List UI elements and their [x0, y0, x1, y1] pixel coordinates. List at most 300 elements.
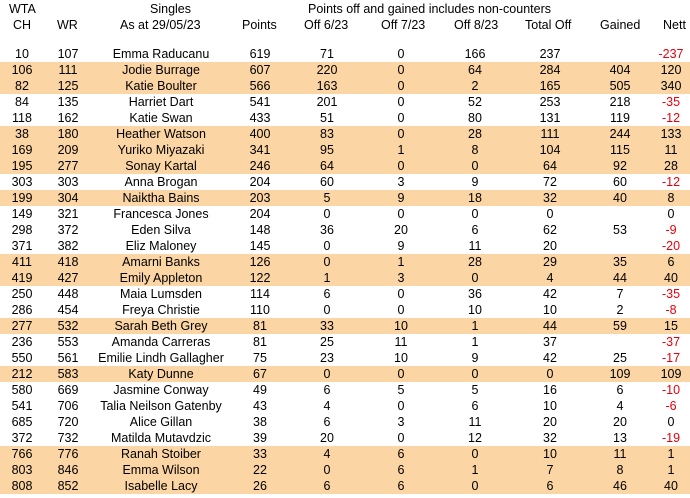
- cell-gained: 11: [588, 446, 652, 462]
- cell-ch: 195: [0, 158, 44, 174]
- cell-off-7-23: 10: [394, 351, 408, 365]
- header-gained: Gained: [600, 18, 641, 32]
- cell-off-6-23: 4: [323, 399, 331, 413]
- cell-points: 126: [230, 254, 290, 270]
- cell-gained: 20: [613, 415, 627, 429]
- cell-total-off: 62: [543, 223, 557, 237]
- cell-off-6-23: 0: [323, 303, 331, 317]
- cell-wr: 162: [57, 111, 79, 125]
- cell-ch: 372: [11, 431, 33, 445]
- cell-nett: 1: [652, 446, 690, 462]
- cell-nett: -37: [661, 335, 681, 349]
- cell-gained: [588, 238, 652, 254]
- cell-ch: 82: [0, 78, 44, 94]
- cell-off-8-23: 8: [438, 142, 512, 158]
- cell-points: 400: [230, 126, 290, 142]
- cell-off-8-23: 9: [471, 175, 479, 189]
- header-off-6-23: Off 6/23: [304, 18, 349, 32]
- cell-total-off: 253: [539, 95, 561, 109]
- cell-gained: 92: [588, 158, 652, 174]
- header-singles: Singles: [150, 2, 191, 16]
- cell-name: Amanda Carreras: [111, 335, 211, 349]
- cell-total-off: 37: [543, 335, 557, 349]
- cell-off-7-23: 0: [364, 126, 438, 142]
- cell-nett: -237: [658, 47, 684, 61]
- cell-name: Francesca Jones: [113, 207, 209, 221]
- cell-points: 39: [253, 431, 267, 445]
- cell-off-7-23: 6: [364, 462, 438, 478]
- cell-ch: 550: [11, 351, 33, 365]
- cell-total-off: 72: [543, 175, 557, 189]
- cell-gained: [588, 46, 652, 62]
- cell-name: Freya Christie: [122, 303, 200, 317]
- cell-total-off: 6: [512, 478, 588, 494]
- table-row: [0, 94, 690, 110]
- cell-name: Alice Gillan: [129, 415, 193, 429]
- cell-off-6-23: 36: [320, 223, 334, 237]
- cell-name: Matilda Mutavdzic: [110, 431, 212, 445]
- cell-name: Katy Dunne: [92, 366, 230, 382]
- cell-nett: -6: [665, 399, 677, 413]
- cell-off-8-23: 0: [438, 478, 512, 494]
- cell-wr: 304: [44, 190, 92, 206]
- cell-nett: 8: [652, 190, 690, 206]
- cell-off-6-23: 6: [323, 287, 331, 301]
- cell-wr: 776: [44, 446, 92, 462]
- cell-points: 81: [230, 318, 290, 334]
- cell-total-off: 284: [512, 62, 588, 78]
- cell-wr: 846: [44, 462, 92, 478]
- cell-points: 114: [250, 287, 270, 301]
- cell-off-6-23: 83: [290, 126, 364, 142]
- cell-nett: 340: [652, 78, 690, 94]
- table-row: [0, 142, 690, 158]
- cell-total-off: 165: [512, 78, 588, 94]
- cell-ch: 286: [11, 303, 33, 317]
- cell-ch: 541: [11, 399, 33, 413]
- cell-off-8-23: 18: [438, 190, 512, 206]
- table-row: [0, 62, 690, 78]
- table-row: [0, 270, 690, 286]
- cell-off-6-23: 0: [290, 254, 364, 270]
- cell-total-off: 44: [512, 318, 588, 334]
- cell-gained: 53: [613, 223, 627, 237]
- cell-ch: 10: [15, 47, 29, 61]
- cell-off-7-23: 3: [364, 270, 438, 286]
- header-off-7-23: Off 7/23: [381, 18, 426, 32]
- cell-gained: [588, 334, 652, 350]
- cell-ch: 236: [11, 335, 33, 349]
- cell-off-6-23: 95: [290, 142, 364, 158]
- cell-off-7-23: 0: [364, 366, 438, 382]
- cell-off-8-23: 80: [468, 111, 482, 125]
- cell-off-6-23: 6: [323, 415, 331, 429]
- cell-wr: 321: [57, 207, 79, 221]
- cell-name: Harriet Dart: [128, 95, 194, 109]
- cell-nett: 11: [652, 142, 690, 158]
- cell-off-8-23: 28: [438, 254, 512, 270]
- header-wr: WR: [57, 18, 78, 32]
- cell-off-8-23: 12: [468, 431, 482, 445]
- cell-off-7-23: 0: [364, 158, 438, 174]
- header-points: Points: [242, 18, 277, 32]
- cell-points: 110: [250, 303, 270, 317]
- cell-wr: 720: [57, 415, 79, 429]
- cell-wr: 454: [57, 303, 79, 317]
- cell-gained: 13: [613, 431, 627, 445]
- cell-wr: 732: [57, 431, 79, 445]
- table-row: [0, 126, 690, 142]
- header-wta: WTA: [9, 2, 36, 16]
- cell-nett: -12: [661, 175, 681, 189]
- cell-ch: 580: [11, 383, 33, 397]
- cell-nett: 40: [652, 270, 690, 286]
- table-row: [0, 318, 690, 334]
- cell-nett: 133: [652, 126, 690, 142]
- cell-total-off: 32: [543, 431, 557, 445]
- cell-off-6-23: 6: [290, 478, 364, 494]
- cell-off-6-23: 4: [290, 446, 364, 462]
- cell-off-8-23: 11: [468, 239, 482, 253]
- cell-off-8-23: 2: [438, 78, 512, 94]
- cell-nett: -19: [661, 431, 681, 445]
- cell-wr: 852: [44, 478, 92, 494]
- cell-off-7-23: 5: [397, 383, 405, 397]
- cell-off-6-23: 51: [320, 111, 334, 125]
- cell-total-off: 32: [512, 190, 588, 206]
- cell-off-8-23: 1: [438, 462, 512, 478]
- cell-off-8-23: 0: [438, 446, 512, 462]
- cell-off-8-23: 11: [468, 415, 482, 429]
- cell-total-off: 64: [512, 158, 588, 174]
- cell-ch: 298: [11, 223, 33, 237]
- cell-off-7-23: 0: [364, 78, 438, 94]
- table-row: [0, 286, 690, 302]
- header-note: Points off and gained includes non-counters: [308, 2, 551, 16]
- cell-gained: 60: [613, 175, 627, 189]
- table-row: [0, 478, 690, 494]
- cell-nett: 40: [652, 478, 690, 494]
- cell-gained: 109: [588, 366, 652, 382]
- cell-name: Emily Appleton: [92, 270, 230, 286]
- table-row: [0, 414, 690, 430]
- cell-off-6-23: 0: [323, 207, 331, 221]
- cell-off-8-23: 10: [468, 303, 482, 317]
- cell-name: Eden Silva: [131, 223, 191, 237]
- cell-total-off: 42: [543, 287, 557, 301]
- cell-wr: 125: [44, 78, 92, 94]
- cell-gained: 115: [588, 142, 652, 158]
- cell-points: 67: [230, 366, 290, 382]
- cell-name: Maia Lumsden: [120, 287, 202, 301]
- cell-off-7-23: 6: [364, 446, 438, 462]
- cell-points: 43: [253, 399, 267, 413]
- cell-nett: -12: [661, 111, 681, 125]
- header-off-8-23: Off 8/23: [454, 18, 499, 32]
- cell-wr: 532: [44, 318, 92, 334]
- cell-name: Emilie Lindh Gallagher: [98, 351, 224, 365]
- cell-gained: 218: [609, 95, 631, 109]
- table-row: [0, 206, 690, 222]
- cell-gained: 244: [588, 126, 652, 142]
- cell-gained: [588, 206, 652, 222]
- cell-gained: 8: [588, 462, 652, 478]
- cell-points: 204: [249, 207, 271, 221]
- cell-total-off: 42: [543, 351, 557, 365]
- cell-off-8-23: 28: [438, 126, 512, 142]
- cell-ch: 685: [11, 415, 33, 429]
- cell-off-8-23: 0: [438, 270, 512, 286]
- cell-wr: 418: [44, 254, 92, 270]
- cell-gained: 505: [588, 78, 652, 94]
- cell-off-6-23: 60: [320, 175, 334, 189]
- cell-total-off: 7: [512, 462, 588, 478]
- cell-off-7-23: 9: [364, 190, 438, 206]
- cell-gained: 4: [616, 399, 624, 413]
- cell-name: Ranah Stoiber: [92, 446, 230, 462]
- cell-gained: 25: [613, 351, 627, 365]
- cell-points: 246: [230, 158, 290, 174]
- cell-nett: 28: [652, 158, 690, 174]
- cell-total-off: 29: [512, 254, 588, 270]
- cell-off-7-23: 6: [364, 478, 438, 494]
- cell-ch: 212: [0, 366, 44, 382]
- cell-off-7-23: 0: [364, 62, 438, 78]
- cell-points: 33: [230, 446, 290, 462]
- cell-gained: 2: [616, 303, 624, 317]
- cell-off-6-23: 0: [290, 462, 364, 478]
- header-as-at: As at 29/05/23: [120, 18, 201, 32]
- cell-wr: 277: [44, 158, 92, 174]
- cell-total-off: 237: [539, 47, 561, 61]
- cell-name: Katie Swan: [129, 111, 193, 125]
- cell-name: Eliz Maloney: [125, 239, 197, 253]
- cell-points: 22: [230, 462, 290, 478]
- cell-nett: -8: [665, 303, 677, 317]
- cell-off-7-23: 0: [397, 303, 405, 317]
- cell-off-7-23: 1: [364, 254, 438, 270]
- cell-off-7-23: 20: [394, 223, 408, 237]
- cell-total-off: 4: [512, 270, 588, 286]
- cell-off-6-23: 6: [323, 383, 331, 397]
- cell-nett: -10: [661, 383, 681, 397]
- cell-points: 145: [249, 239, 271, 253]
- cell-name: Yuriko Miyazaki: [92, 142, 230, 158]
- cell-total-off: 10: [512, 446, 588, 462]
- header-total-off: Total Off: [525, 18, 572, 32]
- cell-wr: 427: [44, 270, 92, 286]
- cell-wr: 669: [57, 383, 79, 397]
- cell-ch: 106: [0, 62, 44, 78]
- cell-off-7-23: 0: [397, 399, 405, 413]
- cell-wr: 372: [57, 223, 79, 237]
- cell-off-7-23: 11: [394, 335, 408, 349]
- cell-off-8-23: 36: [468, 287, 482, 301]
- cell-points: 38: [253, 415, 267, 429]
- cell-name: Anna Brogan: [124, 175, 198, 189]
- table-row: [0, 302, 690, 318]
- cell-nett: -20: [661, 239, 681, 253]
- cell-wr: 107: [57, 47, 79, 61]
- cell-gained: 40: [588, 190, 652, 206]
- rankings-table: [0, 46, 690, 494]
- cell-nett: 0: [667, 207, 675, 221]
- table-row: [0, 430, 690, 446]
- cell-total-off: 0: [546, 207, 554, 221]
- cell-ch: 803: [0, 462, 44, 478]
- cell-wr: 706: [57, 399, 79, 413]
- cell-off-6-23: 33: [290, 318, 364, 334]
- cell-points: 607: [230, 62, 290, 78]
- table-row: [0, 446, 690, 462]
- cell-off-8-23: 6: [471, 399, 479, 413]
- cell-off-6-23: 23: [320, 351, 334, 365]
- cell-points: 49: [253, 383, 267, 397]
- cell-off-7-23: 1: [364, 142, 438, 158]
- cell-gained: 7: [616, 287, 624, 301]
- cell-wr: 553: [57, 335, 79, 349]
- cell-off-8-23: 6: [471, 223, 479, 237]
- cell-name: Isabelle Lacy: [92, 478, 230, 494]
- cell-nett: -35: [661, 95, 681, 109]
- cell-off-7-23: 3: [397, 175, 405, 189]
- cell-ch: 118: [12, 111, 32, 125]
- cell-name: Sarah Beth Grey: [92, 318, 230, 334]
- cell-wr: 382: [57, 239, 79, 253]
- header-nett: Nett: [663, 18, 686, 32]
- cell-ch: 84: [15, 95, 29, 109]
- cell-name: Naiktha Bains: [92, 190, 230, 206]
- cell-points: 204: [249, 175, 271, 189]
- cell-wr: 180: [44, 126, 92, 142]
- cell-wr: 303: [57, 175, 79, 189]
- cell-nett: 1: [652, 462, 690, 478]
- cell-off-7-23: 0: [397, 287, 405, 301]
- cell-nett: 6: [652, 254, 690, 270]
- cell-off-6-23: 201: [316, 95, 338, 109]
- cell-points: 148: [249, 223, 271, 237]
- cell-points: 75: [253, 351, 267, 365]
- cell-name: Amarni Banks: [92, 254, 230, 270]
- table-row: [0, 462, 690, 478]
- cell-ch: 169: [0, 142, 44, 158]
- cell-wr: 209: [44, 142, 92, 158]
- cell-ch: 38: [0, 126, 44, 142]
- table-row: [0, 222, 690, 238]
- table-row: [0, 46, 690, 62]
- cell-off-6-23: 5: [290, 190, 364, 206]
- table-row: [0, 190, 690, 206]
- cell-name: Jodie Burrage: [92, 62, 230, 78]
- cell-wr: 135: [57, 95, 79, 109]
- cell-total-off: 20: [543, 239, 557, 253]
- cell-off-7-23: 0: [397, 431, 405, 445]
- cell-total-off: 104: [512, 142, 588, 158]
- cell-off-6-23: 163: [290, 78, 364, 94]
- cell-off-7-23: 0: [397, 95, 405, 109]
- cell-off-8-23: 1: [471, 335, 479, 349]
- cell-points: 341: [230, 142, 290, 158]
- cell-total-off: 16: [543, 383, 557, 397]
- table-row: [0, 174, 690, 190]
- cell-total-off: 131: [539, 111, 561, 125]
- cell-off-6-23: 1: [290, 270, 364, 286]
- cell-off-6-23: 71: [320, 47, 334, 61]
- cell-ch: 277: [0, 318, 44, 334]
- cell-total-off: 20: [543, 415, 557, 429]
- cell-off-8-23: 9: [471, 351, 479, 365]
- cell-points: 203: [230, 190, 290, 206]
- cell-ch: 766: [0, 446, 44, 462]
- cell-wr: 111: [44, 62, 92, 78]
- cell-ch: 149: [11, 207, 33, 221]
- cell-name: Emma Wilson: [92, 462, 230, 478]
- cell-off-8-23: 52: [468, 95, 482, 109]
- cell-off-7-23: 0: [397, 207, 405, 221]
- cell-ch: 371: [11, 239, 33, 253]
- cell-off-6-23: 20: [320, 431, 334, 445]
- cell-total-off: 0: [512, 366, 588, 382]
- cell-off-6-23: 25: [320, 335, 334, 349]
- cell-off-7-23: 9: [397, 239, 405, 253]
- cell-off-7-23: 3: [397, 415, 405, 429]
- cell-gained: 44: [588, 270, 652, 286]
- table-row: [0, 382, 690, 398]
- cell-nett: -35: [661, 287, 681, 301]
- table-row: [0, 398, 690, 414]
- cell-name: Sonay Kartal: [92, 158, 230, 174]
- cell-gained: 119: [610, 111, 630, 125]
- cell-total-off: 111: [512, 126, 588, 142]
- cell-ch: 411: [0, 254, 44, 270]
- table-row: [0, 158, 690, 174]
- cell-name: Jasmine Conway: [113, 383, 209, 397]
- cell-off-7-23: 0: [397, 111, 405, 125]
- cell-off-7-23: 0: [397, 47, 405, 61]
- cell-name: Talia Neilson Gatenby: [100, 399, 222, 413]
- cell-name: Katie Boulter: [92, 78, 230, 94]
- cell-off-8-23: 166: [464, 47, 486, 61]
- cell-nett: -17: [661, 351, 681, 365]
- cell-off-6-23: 0: [290, 366, 364, 382]
- cell-gained: 6: [616, 383, 624, 397]
- cell-name: Emma Raducanu: [112, 47, 210, 61]
- cell-off-7-23: 10: [364, 318, 438, 334]
- table-row: [0, 366, 690, 382]
- cell-off-8-23: 5: [471, 383, 479, 397]
- cell-name: Heather Watson: [92, 126, 230, 142]
- cell-off-6-23: 0: [323, 239, 331, 253]
- cell-nett: 120: [652, 62, 690, 78]
- table-row: [0, 110, 690, 126]
- cell-nett: 15: [652, 318, 690, 334]
- cell-gained: 59: [588, 318, 652, 334]
- cell-ch: 199: [0, 190, 44, 206]
- cell-wr: 561: [57, 351, 79, 365]
- cell-points: 541: [249, 95, 271, 109]
- cell-total-off: 10: [543, 303, 557, 317]
- cell-total-off: 10: [543, 399, 557, 413]
- cell-ch: 303: [11, 175, 33, 189]
- table-row: [0, 78, 690, 94]
- cell-nett: -9: [665, 223, 677, 237]
- table-row: [0, 238, 690, 254]
- header-ch: CH: [13, 18, 32, 32]
- cell-off-8-23: 0: [471, 207, 479, 221]
- cell-points: 81: [253, 335, 267, 349]
- table-row: [0, 350, 690, 366]
- cell-points: 433: [249, 111, 271, 125]
